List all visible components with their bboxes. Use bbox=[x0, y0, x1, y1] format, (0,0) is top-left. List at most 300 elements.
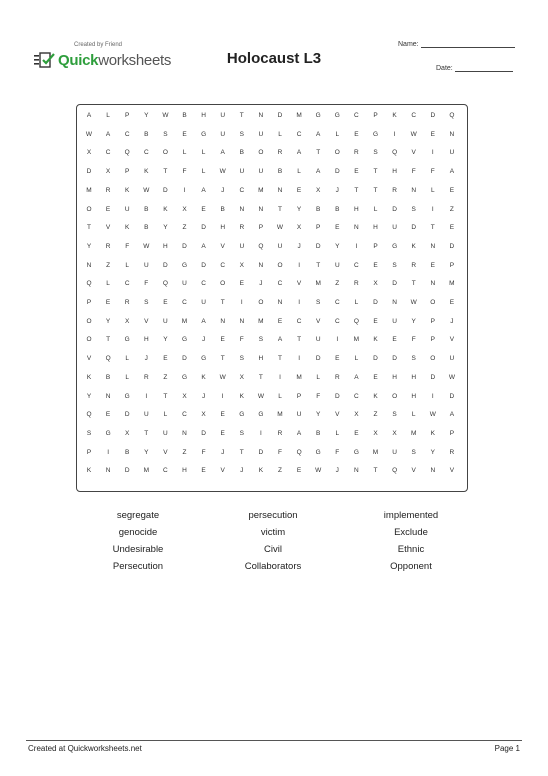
grid-letter[interactable]: Y bbox=[430, 448, 435, 456]
grid-letter[interactable]: T bbox=[278, 355, 282, 363]
grid-letter[interactable]: R bbox=[277, 429, 283, 437]
grid-letter[interactable]: K bbox=[392, 112, 397, 119]
grid-letter[interactable]: Y bbox=[163, 224, 168, 232]
grid-letter[interactable]: K bbox=[125, 224, 130, 232]
grid-letter[interactable]: K bbox=[430, 429, 435, 437]
grid-letter[interactable]: A bbox=[449, 168, 455, 176]
grid-letter[interactable]: E bbox=[220, 336, 225, 344]
grid-letter[interactable]: C bbox=[220, 261, 226, 269]
grid-letter[interactable]: R bbox=[105, 186, 111, 194]
grid-letter[interactable]: C bbox=[105, 149, 111, 157]
grid-letter[interactable]: I bbox=[259, 429, 262, 437]
grid-letter[interactable]: V bbox=[449, 467, 455, 475]
grid-letter[interactable]: U bbox=[201, 299, 206, 306]
grid-letter[interactable]: F bbox=[125, 242, 130, 250]
grid-letter[interactable]: L bbox=[354, 355, 359, 363]
grid-letter[interactable]: D bbox=[124, 467, 130, 475]
grid-letter[interactable]: A bbox=[316, 168, 321, 176]
grid-letter[interactable]: C bbox=[354, 392, 359, 400]
grid-letter[interactable]: R bbox=[143, 373, 149, 381]
grid-letter[interactable]: I bbox=[336, 336, 339, 344]
grid-letter[interactable]: U bbox=[163, 429, 168, 437]
grid-letter[interactable]: J bbox=[201, 392, 206, 400]
grid-letter[interactable]: T bbox=[373, 168, 378, 176]
grid-letter[interactable]: I bbox=[298, 299, 300, 306]
grid-letter[interactable]: E bbox=[105, 299, 111, 306]
grid-letter[interactable]: W bbox=[219, 373, 226, 381]
grid-letter[interactable]: E bbox=[430, 261, 435, 269]
grid-letter[interactable]: C bbox=[182, 299, 187, 306]
grid-letter[interactable]: A bbox=[201, 317, 206, 325]
grid-letter[interactable]: N bbox=[258, 112, 264, 119]
grid-letter[interactable]: G bbox=[372, 130, 379, 138]
grid-letter[interactable]: Z bbox=[373, 411, 378, 419]
grid-letter[interactable]: U bbox=[392, 448, 397, 456]
grid-letter[interactable]: S bbox=[258, 336, 264, 344]
grid-letter[interactable]: N bbox=[86, 261, 92, 269]
grid-letter[interactable]: R bbox=[277, 149, 283, 157]
grid-letter[interactable]: Y bbox=[144, 112, 149, 119]
grid-letter[interactable]: G bbox=[315, 112, 321, 119]
grid-letter[interactable]: C bbox=[296, 130, 302, 138]
grid-letter[interactable]: X bbox=[182, 392, 187, 400]
grid-letter[interactable]: Z bbox=[182, 448, 187, 456]
grid-letter[interactable]: T bbox=[354, 186, 359, 194]
grid-letter[interactable]: X bbox=[86, 149, 92, 157]
grid-letter[interactable]: Z bbox=[449, 205, 454, 213]
grid-letter[interactable]: S bbox=[411, 355, 416, 363]
grid-letter[interactable]: Q bbox=[392, 149, 398, 157]
grid-letter[interactable]: Y bbox=[411, 317, 416, 325]
grid-letter[interactable]: L bbox=[163, 411, 168, 419]
grid-letter[interactable]: M bbox=[258, 317, 264, 325]
grid-letter[interactable]: E bbox=[105, 411, 111, 419]
grid-letter[interactable]: A bbox=[296, 429, 302, 437]
grid-letter[interactable]: H bbox=[201, 112, 206, 119]
grid-letter[interactable]: W bbox=[162, 112, 169, 119]
grid-letter[interactable]: V bbox=[144, 317, 149, 325]
grid-letter[interactable]: E bbox=[105, 205, 111, 213]
grid-letter[interactable]: L bbox=[125, 373, 129, 381]
grid-letter[interactable]: S bbox=[163, 130, 168, 138]
grid-letter[interactable]: V bbox=[86, 355, 92, 363]
grid-letter[interactable]: J bbox=[297, 242, 301, 250]
grid-letter[interactable]: D bbox=[315, 355, 321, 363]
grid-letter[interactable]: K bbox=[258, 467, 264, 475]
grid-letter[interactable]: R bbox=[411, 261, 417, 269]
grid-letter[interactable]: P bbox=[125, 112, 130, 119]
grid-letter[interactable]: U bbox=[449, 149, 455, 157]
grid-letter[interactable]: O bbox=[86, 317, 92, 325]
grid-letter[interactable]: A bbox=[220, 149, 225, 157]
grid-letter[interactable]: L bbox=[201, 149, 206, 157]
grid-letter[interactable]: S bbox=[373, 149, 378, 157]
grid-letter[interactable]: C bbox=[163, 467, 168, 475]
grid-letter[interactable]: C bbox=[354, 112, 359, 119]
grid-letter[interactable]: L bbox=[373, 205, 378, 213]
grid-letter[interactable]: N bbox=[105, 467, 111, 475]
grid-letter[interactable]: I bbox=[393, 130, 396, 138]
grid-letter[interactable]: P bbox=[373, 242, 378, 250]
grid-letter[interactable]: P bbox=[86, 299, 92, 306]
grid-letter[interactable]: E bbox=[354, 429, 359, 437]
grid-letter[interactable]: Q bbox=[392, 467, 398, 475]
grid-letter[interactable]: U bbox=[239, 168, 245, 176]
grid-letter[interactable]: E bbox=[335, 355, 340, 363]
grid-letter[interactable]: E bbox=[201, 205, 206, 213]
grid-letter[interactable]: U bbox=[163, 317, 168, 325]
grid-letter[interactable]: W bbox=[410, 130, 417, 138]
grid-letter[interactable]: N bbox=[258, 261, 264, 269]
grid-letter[interactable]: J bbox=[240, 467, 244, 475]
grid-letter[interactable]: C bbox=[182, 411, 187, 419]
grid-letter[interactable]: H bbox=[143, 336, 149, 344]
grid-letter[interactable]: P bbox=[449, 429, 455, 437]
grid-letter[interactable]: T bbox=[220, 355, 225, 363]
grid-letter[interactable]: W bbox=[315, 467, 322, 475]
grid-letter[interactable]: T bbox=[430, 224, 435, 232]
grid-letter[interactable]: C bbox=[334, 317, 340, 325]
grid-letter[interactable]: X bbox=[201, 411, 206, 419]
grid-letter[interactable]: T bbox=[87, 224, 91, 232]
grid-letter[interactable]: X bbox=[354, 411, 359, 419]
grid-letter[interactable]: M bbox=[315, 280, 321, 288]
grid-letter[interactable]: D bbox=[163, 261, 168, 269]
grid-letter[interactable]: S bbox=[86, 429, 92, 437]
grid-letter[interactable]: F bbox=[182, 168, 187, 176]
grid-letter[interactable]: G bbox=[105, 429, 111, 437]
grid-letter[interactable]: M bbox=[449, 280, 455, 288]
grid-letter[interactable]: B bbox=[144, 130, 149, 138]
grid-letter[interactable]: M bbox=[143, 467, 149, 475]
grid-letter[interactable]: D bbox=[277, 112, 283, 119]
grid-letter[interactable]: F bbox=[239, 336, 244, 344]
grid-letter[interactable]: L bbox=[182, 149, 187, 157]
grid-letter[interactable]: G bbox=[334, 112, 340, 119]
grid-letter[interactable]: F bbox=[316, 392, 321, 400]
grid-letter[interactable]: Q bbox=[124, 149, 130, 157]
grid-letter[interactable]: G bbox=[392, 242, 398, 250]
grid-letter[interactable]: Y bbox=[316, 411, 321, 419]
grid-letter[interactable]: P bbox=[430, 317, 435, 325]
grid-letter[interactable]: M bbox=[296, 373, 302, 381]
grid-letter[interactable]: W bbox=[448, 373, 455, 381]
grid-letter[interactable]: B bbox=[105, 373, 111, 381]
grid-letter[interactable]: C bbox=[277, 280, 283, 288]
grid-letter[interactable]: W bbox=[276, 224, 284, 232]
grid-letter[interactable]: N bbox=[392, 299, 397, 306]
grid-letter[interactable]: K bbox=[144, 168, 149, 176]
grid-letter[interactable]: U bbox=[220, 112, 226, 119]
grid-letter[interactable]: A bbox=[201, 242, 206, 250]
grid-letter[interactable]: C bbox=[124, 130, 130, 138]
grid-letter[interactable]: P bbox=[430, 336, 435, 344]
grid-letter[interactable]: W bbox=[219, 168, 226, 176]
grid-letter[interactable]: X bbox=[239, 373, 244, 381]
grid-letter[interactable]: E bbox=[277, 317, 283, 325]
grid-letter[interactable]: B bbox=[220, 205, 225, 213]
grid-letter[interactable]: J bbox=[450, 317, 454, 325]
grid-letter[interactable]: E bbox=[354, 168, 359, 176]
grid-letter[interactable]: V bbox=[335, 411, 340, 419]
grid-letter[interactable]: E bbox=[296, 186, 302, 194]
grid-letter[interactable]: U bbox=[296, 411, 302, 419]
grid-letter[interactable]: U bbox=[334, 261, 340, 269]
grid-letter[interactable]: T bbox=[316, 149, 321, 157]
grid-letter[interactable]: A bbox=[449, 411, 455, 419]
grid-letter[interactable]: M bbox=[86, 186, 92, 194]
grid-letter[interactable]: G bbox=[124, 392, 130, 400]
grid-letter[interactable]: D bbox=[411, 224, 417, 232]
grid-letter[interactable]: N bbox=[105, 392, 111, 400]
grid-letter[interactable]: Y bbox=[163, 336, 168, 344]
grid-letter[interactable]: Q bbox=[86, 411, 92, 419]
grid-letter[interactable]: K bbox=[201, 373, 206, 381]
grid-letter[interactable]: W bbox=[85, 130, 93, 138]
grid-letter[interactable]: G bbox=[315, 448, 321, 456]
grid-letter[interactable]: R bbox=[105, 242, 111, 250]
grid-letter[interactable]: X bbox=[296, 224, 302, 232]
grid-letter[interactable]: S bbox=[316, 299, 321, 306]
grid-letter[interactable]: N bbox=[354, 467, 359, 475]
grid-letter[interactable]: Q bbox=[353, 317, 359, 325]
grid-letter[interactable]: K bbox=[125, 186, 130, 194]
grid-letter[interactable]: T bbox=[373, 186, 378, 194]
grid-letter[interactable]: M bbox=[353, 336, 360, 344]
grid-letter[interactable]: Y bbox=[335, 242, 340, 250]
grid-letter[interactable]: H bbox=[411, 392, 417, 400]
grid-letter[interactable]: N bbox=[430, 242, 436, 250]
grid-letter[interactable]: V bbox=[449, 336, 455, 344]
grid-letter[interactable]: H bbox=[163, 242, 168, 250]
grid-letter[interactable]: M bbox=[258, 186, 264, 194]
grid-letter[interactable]: V bbox=[411, 467, 416, 475]
grid-letter[interactable]: T bbox=[163, 392, 168, 400]
grid-letter[interactable]: M bbox=[410, 429, 417, 437]
grid-letter[interactable]: W bbox=[257, 392, 264, 400]
grid-letter[interactable]: P bbox=[258, 224, 264, 232]
grid-letter[interactable]: U bbox=[258, 130, 264, 138]
grid-letter[interactable]: E bbox=[373, 373, 378, 381]
grid-letter[interactable]: B bbox=[316, 205, 321, 213]
grid-letter[interactable]: L bbox=[354, 299, 359, 306]
grid-letter[interactable]: H bbox=[411, 373, 417, 381]
grid-letter[interactable]: U bbox=[277, 242, 283, 250]
grid-letter[interactable]: C bbox=[354, 261, 359, 269]
grid-letter[interactable]: O bbox=[258, 149, 264, 157]
grid-letter[interactable]: E bbox=[296, 467, 302, 475]
grid-letter[interactable]: M bbox=[296, 112, 302, 119]
grid-letter[interactable]: D bbox=[373, 355, 378, 363]
grid-letter[interactable]: W bbox=[143, 242, 150, 250]
grid-letter[interactable]: C bbox=[296, 317, 302, 325]
grid-letter[interactable]: U bbox=[143, 261, 149, 269]
grid-letter[interactable]: A bbox=[277, 336, 283, 344]
grid-letter[interactable]: N bbox=[430, 280, 436, 288]
grid-letter[interactable]: L bbox=[125, 355, 129, 363]
date-field[interactable] bbox=[436, 64, 513, 72]
grid-letter[interactable]: N bbox=[354, 224, 359, 232]
grid-letter[interactable]: C bbox=[239, 186, 245, 194]
grid-letter[interactable]: N bbox=[239, 317, 245, 325]
grid-letter[interactable]: Z bbox=[163, 373, 168, 381]
grid-letter[interactable]: E bbox=[430, 130, 435, 138]
grid-letter[interactable]: D bbox=[430, 112, 436, 119]
grid-letter[interactable]: U bbox=[258, 168, 264, 176]
grid-letter[interactable]: L bbox=[411, 411, 416, 419]
grid-letter[interactable]: I bbox=[298, 261, 300, 269]
grid-letter[interactable]: X bbox=[239, 261, 244, 269]
grid-letter[interactable]: U bbox=[182, 280, 187, 288]
grid-letter[interactable]: J bbox=[335, 186, 339, 194]
grid-letter[interactable]: X bbox=[373, 429, 378, 437]
grid-letter[interactable]: N bbox=[239, 205, 245, 213]
grid-letter[interactable]: Q bbox=[449, 112, 455, 119]
grid-letter[interactable]: M bbox=[181, 317, 188, 325]
grid-letter[interactable]: L bbox=[430, 186, 435, 194]
grid-letter[interactable]: O bbox=[86, 336, 92, 344]
grid-letter[interactable]: J bbox=[221, 448, 225, 456]
grid-letter[interactable]: N bbox=[277, 299, 283, 306]
grid-letter[interactable]: E bbox=[201, 467, 206, 475]
grid-letter[interactable]: Q bbox=[162, 280, 168, 288]
grid-letter[interactable]: O bbox=[334, 149, 340, 157]
grid-letter[interactable]: S bbox=[239, 130, 244, 138]
grid-letter[interactable]: Z bbox=[278, 467, 282, 475]
grid-letter[interactable]: E bbox=[373, 317, 378, 325]
grid-letter[interactable]: F bbox=[335, 448, 340, 456]
grid-letter[interactable]: F bbox=[430, 168, 435, 176]
grid-letter[interactable]: S bbox=[392, 261, 397, 269]
grid-letter[interactable]: T bbox=[278, 205, 282, 213]
grid-letter[interactable]: K bbox=[373, 392, 378, 400]
grid-letter[interactable]: V bbox=[105, 224, 111, 232]
grid-letter[interactable]: D bbox=[201, 224, 206, 232]
grid-letter[interactable]: L bbox=[106, 280, 110, 288]
grid-letter[interactable]: Y bbox=[86, 242, 92, 250]
grid-letter[interactable]: I bbox=[183, 186, 186, 194]
grid-letter[interactable]: O bbox=[392, 392, 398, 400]
grid-letter[interactable]: G bbox=[181, 261, 188, 269]
grid-letter[interactable]: Q bbox=[105, 355, 111, 363]
grid-letter[interactable]: A bbox=[316, 130, 321, 138]
grid-letter[interactable]: R bbox=[334, 373, 340, 381]
grid-letter[interactable]: U bbox=[392, 317, 397, 325]
grid-letter[interactable]: T bbox=[316, 261, 321, 269]
grid-letter[interactable]: X bbox=[182, 205, 187, 213]
grid-letter[interactable]: D bbox=[124, 411, 130, 419]
grid-letter[interactable]: S bbox=[392, 411, 397, 419]
grid-letter[interactable]: E bbox=[220, 411, 225, 419]
grid-letter[interactable]: X bbox=[125, 317, 130, 325]
grid-letter[interactable]: D bbox=[430, 373, 436, 381]
grid-letter[interactable]: K bbox=[239, 392, 244, 400]
grid-letter[interactable]: I bbox=[355, 242, 358, 250]
grid-letter[interactable]: J bbox=[259, 280, 263, 288]
grid-letter[interactable]: B bbox=[144, 224, 149, 232]
grid-letter[interactable]: V bbox=[220, 242, 225, 250]
grid-letter[interactable]: O bbox=[220, 280, 226, 288]
grid-letter[interactable]: U bbox=[315, 336, 321, 344]
grid-letter[interactable]: K bbox=[373, 336, 378, 344]
grid-letter[interactable]: C bbox=[201, 280, 206, 288]
grid-letter[interactable]: U bbox=[449, 355, 455, 363]
grid-letter[interactable]: M bbox=[372, 448, 379, 456]
grid-letter[interactable]: Z bbox=[182, 224, 187, 232]
grid-letter[interactable]: M bbox=[277, 411, 283, 419]
grid-letter[interactable]: D bbox=[258, 448, 264, 456]
grid-letter[interactable]: D bbox=[392, 280, 397, 288]
grid-letter[interactable]: S bbox=[144, 299, 149, 306]
grid-letter[interactable]: T bbox=[239, 448, 244, 456]
grid-letter[interactable]: I bbox=[145, 392, 148, 400]
grid-letter[interactable]: G bbox=[181, 336, 188, 344]
grid-letter[interactable]: D bbox=[201, 261, 206, 269]
grid-letter[interactable]: P bbox=[449, 261, 455, 269]
grid-letter[interactable]: R bbox=[392, 186, 397, 194]
grid-letter[interactable]: E bbox=[449, 299, 455, 306]
grid-letter[interactable]: O bbox=[86, 205, 92, 213]
grid-letter[interactable]: E bbox=[392, 336, 397, 344]
grid-letter[interactable]: H bbox=[258, 355, 264, 363]
grid-letter[interactable]: G bbox=[181, 373, 188, 381]
grid-letter[interactable]: E bbox=[373, 261, 378, 269]
grid-letter[interactable]: U bbox=[392, 224, 397, 232]
grid-letter[interactable]: I bbox=[431, 392, 434, 400]
grid-letter[interactable]: U bbox=[220, 130, 226, 138]
grid-letter[interactable]: A bbox=[86, 112, 92, 119]
grid-letter[interactable]: W bbox=[143, 186, 150, 194]
grid-letter[interactable]: I bbox=[298, 355, 300, 363]
grid-letter[interactable]: V bbox=[411, 149, 416, 157]
grid-letter[interactable]: J bbox=[335, 467, 339, 475]
grid-letter[interactable]: S bbox=[411, 448, 416, 456]
grid-letter[interactable]: P bbox=[316, 224, 321, 232]
grid-letter[interactable]: C bbox=[411, 112, 417, 119]
grid-letter[interactable]: O bbox=[258, 299, 264, 306]
grid-letter[interactable]: F bbox=[411, 168, 416, 176]
grid-letter[interactable]: Y bbox=[105, 317, 111, 325]
grid-letter[interactable]: I bbox=[221, 392, 224, 400]
grid-letter[interactable]: X bbox=[316, 186, 321, 194]
grid-letter[interactable]: I bbox=[431, 205, 434, 213]
grid-letter[interactable]: D bbox=[449, 242, 455, 250]
grid-letter[interactable]: T bbox=[239, 112, 244, 119]
grid-letter[interactable]: F bbox=[278, 448, 282, 456]
grid-letter[interactable]: U bbox=[143, 411, 149, 419]
grid-letter[interactable]: F bbox=[144, 280, 149, 288]
grid-letter[interactable]: Q bbox=[296, 448, 302, 456]
grid-letter[interactable]: D bbox=[182, 355, 187, 363]
grid-letter[interactable]: B bbox=[182, 112, 187, 119]
grid-letter[interactable]: D bbox=[373, 299, 378, 306]
grid-letter[interactable]: V bbox=[163, 448, 168, 456]
grid-letter[interactable]: E bbox=[163, 355, 168, 363]
grid-letter[interactable]: T bbox=[411, 280, 416, 288]
grid-letter[interactable]: A bbox=[354, 373, 359, 381]
grid-letter[interactable]: N bbox=[277, 186, 283, 194]
grid-letter[interactable]: D bbox=[315, 242, 321, 250]
grid-letter[interactable]: G bbox=[239, 411, 245, 419]
grid-letter[interactable]: T bbox=[144, 429, 149, 437]
grid-letter[interactable]: P bbox=[125, 168, 130, 176]
grid-letter[interactable]: D bbox=[449, 392, 455, 400]
grid-letter[interactable]: N bbox=[258, 205, 264, 213]
grid-letter[interactable]: L bbox=[316, 373, 320, 381]
grid-letter[interactable]: B bbox=[239, 149, 244, 157]
grid-letter[interactable]: G bbox=[353, 448, 359, 456]
grid-letter[interactable]: Z bbox=[106, 261, 111, 269]
